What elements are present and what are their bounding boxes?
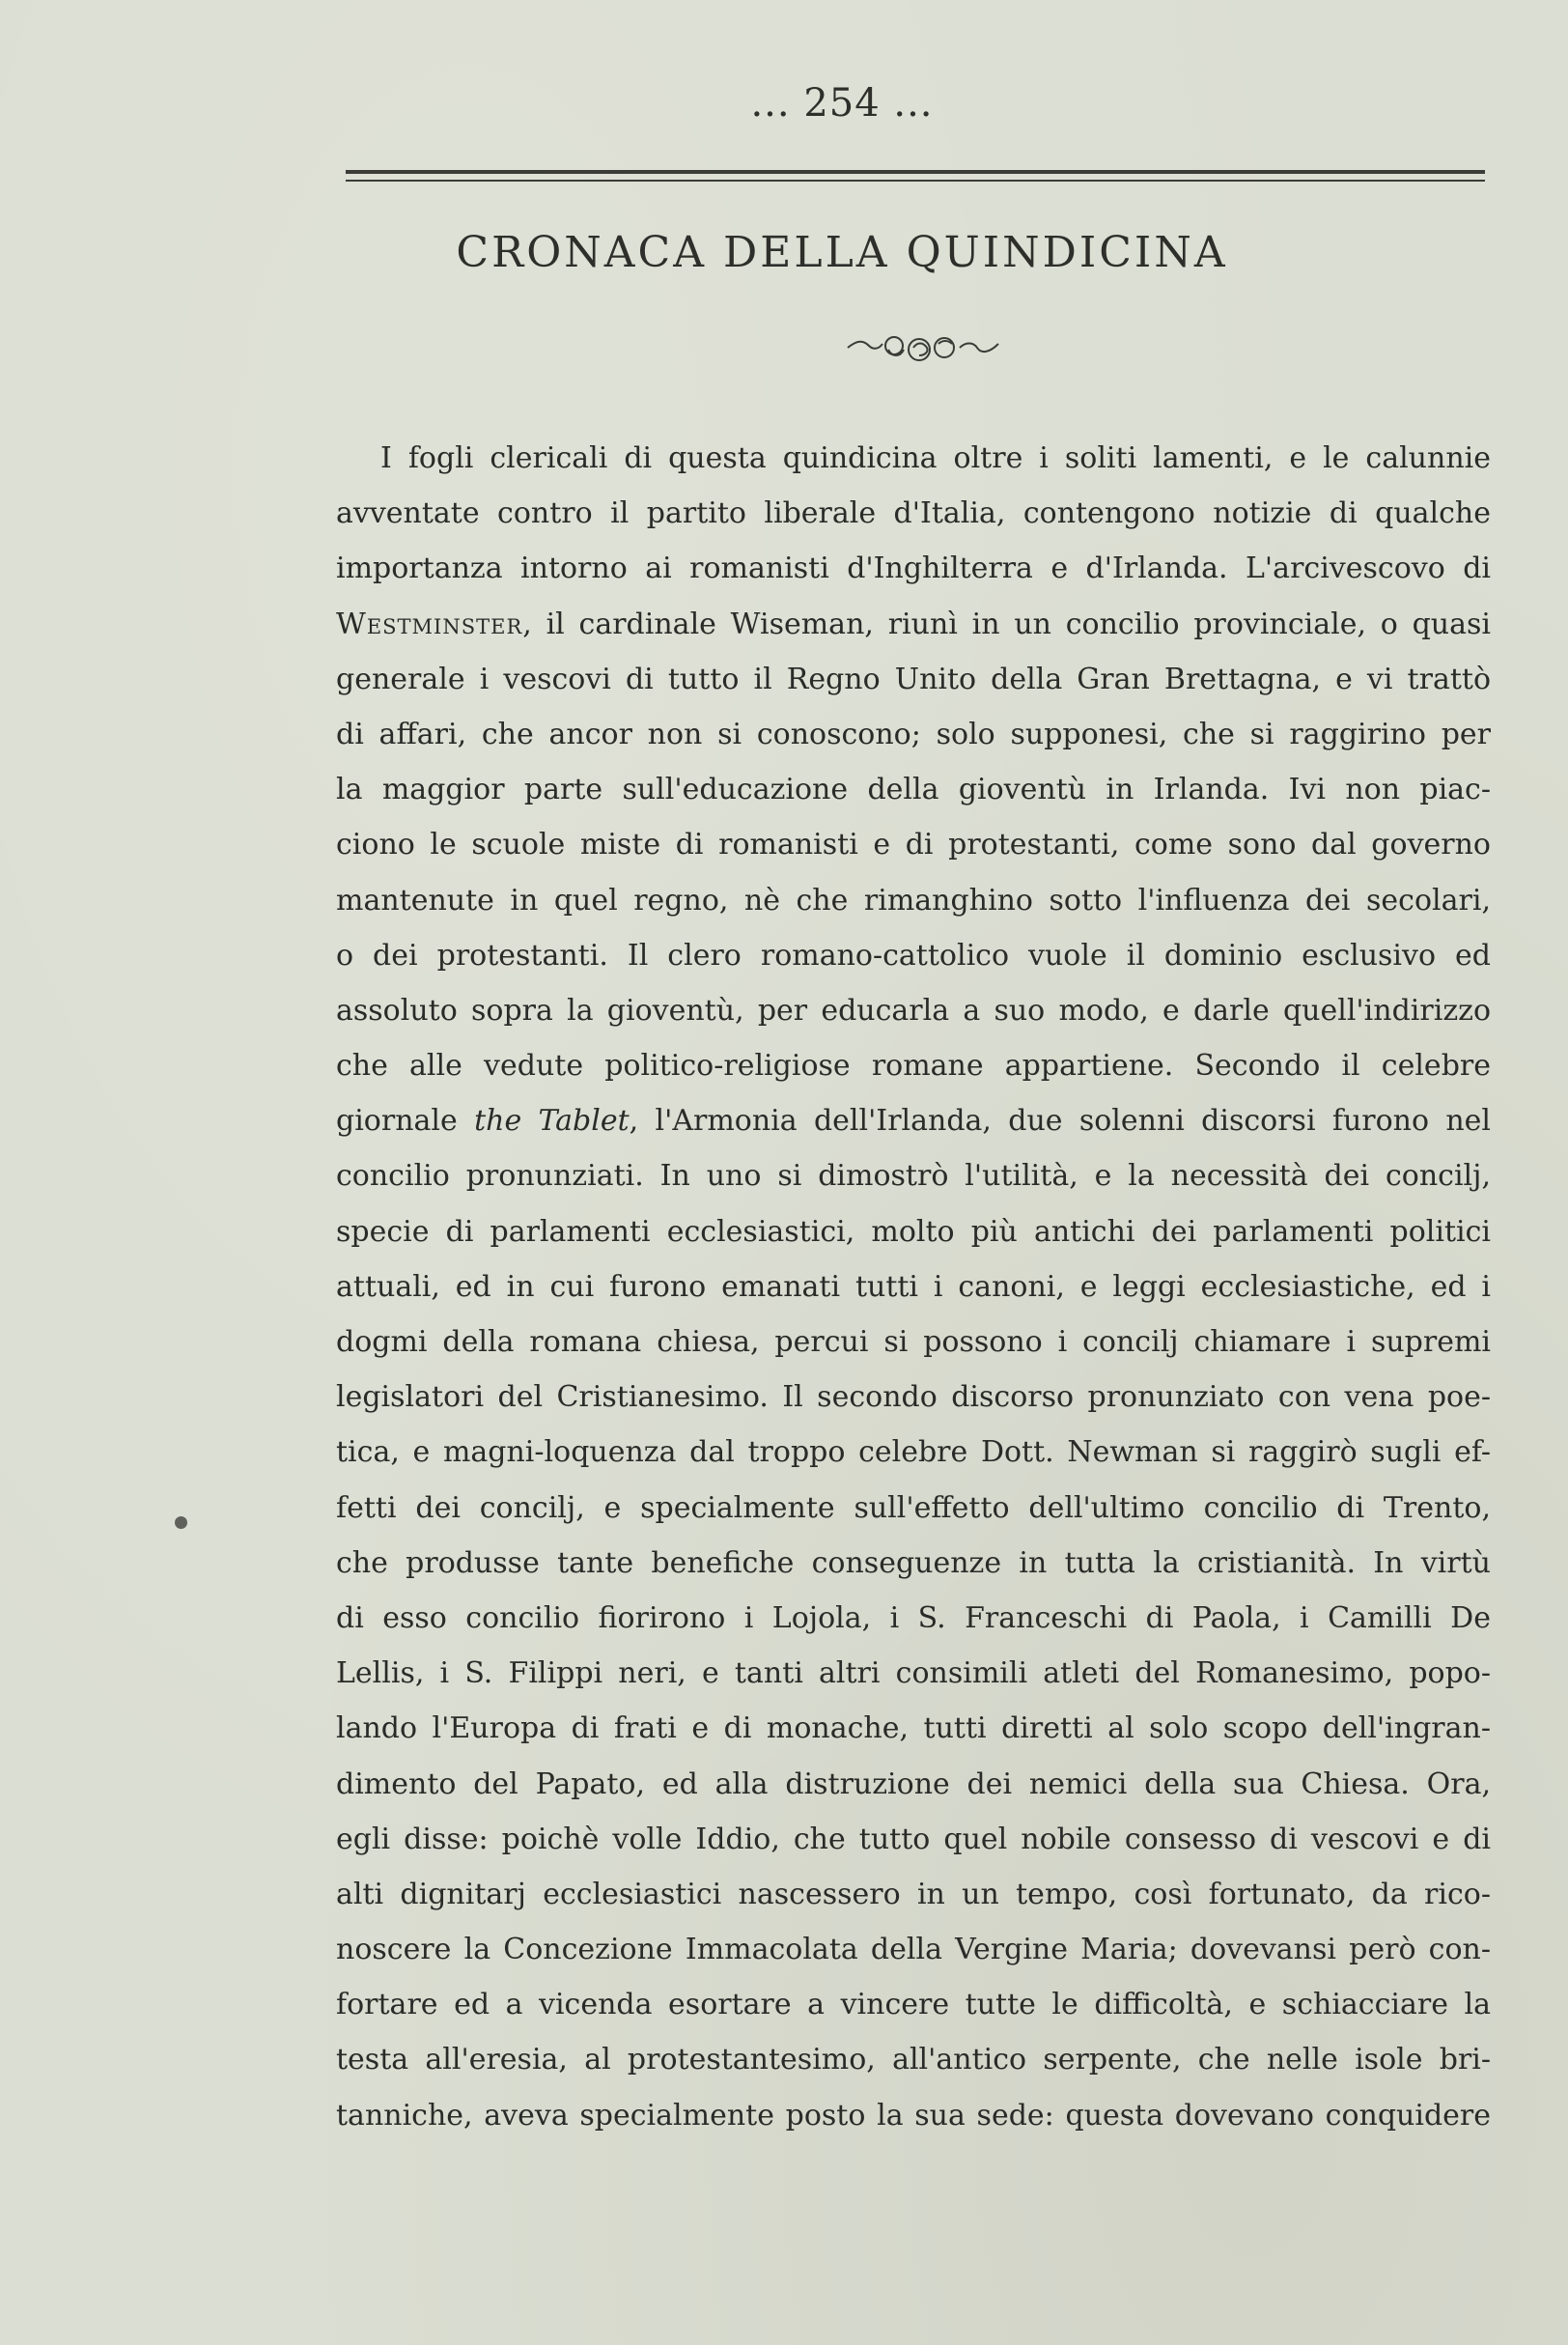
header-rule-thin [346,180,1485,182]
text-line: fortare ed a vicenda esortare a vincere tutte le difficoltà, e schiacciare la [336,1988,1491,2022]
text-segment: , il cardinale Wiseman, riunì in un concilio provinciale, o quasi [522,607,1491,641]
place-name-smallcaps: Westminster [336,607,523,641]
text-line: fetti dei concilj, e specialmente sull'effetto dell'ultimo concilio di Trento, [336,1490,1491,1525]
text-line: assoluto sopra la gioventù, per educarla a suo modo, e darle quell'indirizzo [336,993,1491,1028]
text-line: concilio pronunziati. In uno si dimostrò l'utilità, e la necessità dei concilj, [336,1159,1491,1194]
text-line: egli disse: poichè volle Iddio, che tutto quel nobile consesso di vescovi e di [336,1822,1491,1856]
header-rule-thick [346,170,1485,174]
text-line: di esso concilio fiorirono i Lojola, i S. Franceschi di Paola, i Camilli De [336,1600,1491,1635]
text-line: generale i vescovi di tutto il Regno Unito della Gran Brettagna, e vi trattò [336,662,1491,696]
text-line: tica, e magni-loquenza dal troppo celebre Dott. Newman si raggirò sugli ef- [336,1435,1491,1470]
fleuron-ornament-icon [846,328,1000,367]
text-segment: giornale [336,1104,475,1139]
text-line: testa all'eresia, al protestantesimo, all'antico serpente, che nelle isole bri- [336,2043,1491,2077]
text-line: mantenute in quel regno, nè che rimanghino sotto l'influenza dei secolari, [336,883,1491,918]
text-line: Lellis, i S. Filippi neri, e tanti altri consimili atleti del Romanesimo, popo- [336,1656,1491,1691]
section-title: CRONACA DELLA QUINDICINA [456,228,1228,277]
text-line [336,1093,1491,1148]
ink-speck [175,1516,187,1529]
text-line: dogmi della romana chiesa, percui si possono i concilj chiamare i supremi [336,1325,1491,1359]
newspaper-title-italic: the Tablet [474,1104,630,1139]
text-line: I fogli clericali di questa quindicina oltre i soliti lamenti, e le calunnie [380,441,1491,475]
text-line [336,597,1491,652]
text-line: lando l'Europa di frati e di monache, tutti diretti al solo scopo dell'ingran- [336,1711,1491,1746]
text-line: ciono le scuole miste di romanisti e di protestanti, come sono dal governo [336,828,1491,862]
text-line: alti dignitarj ecclesiastici nascessero in un tempo, così fortunato, da rico- [336,1877,1491,1911]
text-line: attuali, ed in cui furono emanati tutti i canoni, e leggi ecclesiastiche, ed i [336,1269,1491,1304]
chronicle-body-text [336,431,1491,2143]
text-line: dimento del Papato, ed alla distruzione dei nemici della sua Chiesa. Ora, [336,1766,1491,1801]
text-line: o dei protestanti. Il clero romano-cattolico vuole il dominio esclusivo ed [336,938,1491,973]
text-line: legislatori del Cristianesimo. Il secondo discorso pronunziato con vena poe- [336,1380,1491,1415]
page-number: ... 254 ... [750,81,934,126]
text-line: che produsse tante benefiche conseguenze in tutta la cristianità. In virtù [336,1545,1491,1580]
text-line: noscere la Concezione Immacolata della Vergine Maria; dovevansi però con- [336,1933,1491,1967]
text-line: la maggior parte sull'educazione della gioventù in Irlanda. Ivi non piac- [336,773,1491,807]
text-line: che alle vedute politico-religiose romane appartiene. Secondo il celebre [336,1049,1491,1084]
text-line: avventate contro il partito liberale d'Italia, contengono notizie di qualche [336,496,1491,531]
text-line: tanniche, aveva specialmente posto la sua sede: questa dovevano conquidere [336,2098,1491,2133]
text-line: importanza intorno ai romanisti d'Inghilterra e d'Irlanda. L'arcivescovo di [336,551,1491,586]
text-segment: , l'Armonia dell'Irlanda, due solenni discorsi furono nel [629,1104,1491,1139]
text-line: di affari, che ancor non si conoscono; solo supponesi, che si raggirino per [336,717,1491,751]
text-line: specie di parlamenti ecclesiastici, molto più antichi dei parlamenti politici [336,1214,1491,1249]
